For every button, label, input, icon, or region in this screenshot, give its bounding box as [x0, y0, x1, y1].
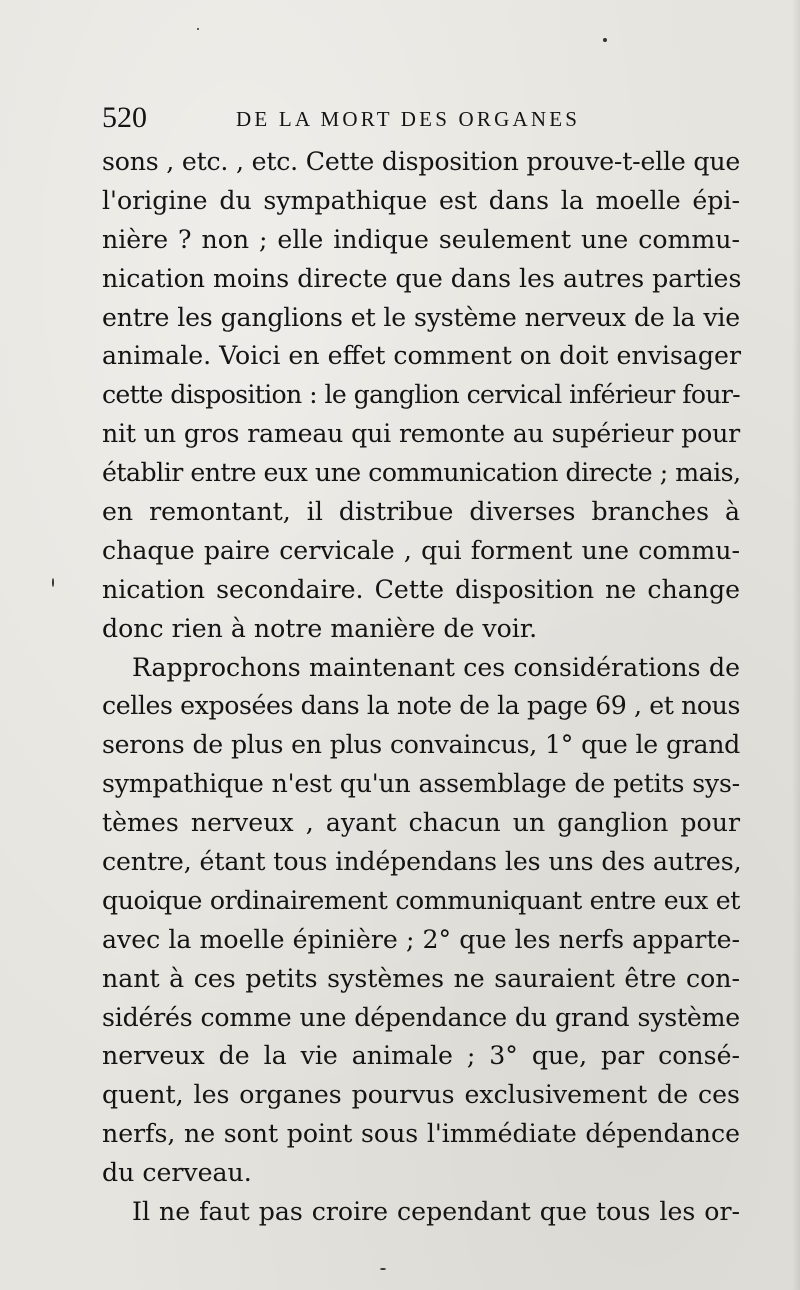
text-line: nant à ces petits systèmes ne sauraient être con- [102, 963, 740, 993]
text-line: Rapprochons maintenant ces considérations de [132, 652, 740, 682]
text-line: chaque paire cervicale , qui forment une commu- [102, 535, 740, 565]
ink-speck [603, 38, 607, 42]
text-line: quent, les organes pourvus exclusivement de ces [102, 1080, 740, 1110]
running-head: DE LA MORT DES ORGANES [236, 107, 581, 131]
text-line: nerveux de la vie animale ; 3° que, par consé- [102, 1041, 740, 1071]
paragraph-1 [102, 143, 740, 649]
text-line: nerfs, ne sont point sous l'immédiate dépendance [102, 1119, 740, 1149]
text-line: entre les ganglions et le système nerveux de la vie [102, 302, 740, 332]
text-line: Il ne faut pas croire cependant que tous les or- [132, 1197, 740, 1227]
ink-speck [52, 578, 54, 587]
text-line: nière ? non ; elle indique seulement une commu- [102, 224, 740, 254]
body-text [102, 143, 740, 1232]
ink-speck [380, 1268, 386, 1270]
text-line: animale. Voici en effet comment on doit envisager [102, 341, 741, 371]
text-line: nication moins directe que dans les autres parties [102, 263, 742, 293]
text-line: serons de plus en plus convaincus, 1° que le grand [102, 730, 740, 760]
text-line: en remontant, il distribue diverses branches à [102, 497, 740, 527]
page-number: 520 [102, 101, 147, 134]
text-line: celles exposées dans la note de la page 69 , et nous [102, 691, 740, 721]
text-line: cette disposition : le ganglion cervical inférieur four- [102, 380, 740, 410]
paragraph-2 [102, 649, 740, 1193]
text-line: avec la moelle épinière ; 2° que les nerfs apparte- [102, 924, 740, 954]
page-edge-shadow [792, 0, 800, 1290]
paragraph-3 [102, 1193, 740, 1232]
text-line: du cerveau. [102, 1158, 252, 1188]
text-line: sympathique n'est qu'un assemblage de petits sys- [102, 769, 740, 799]
page-header [102, 98, 642, 138]
text-line: établir entre eux une communication directe ; mais, [102, 458, 741, 488]
text-line: l'origine du sympathique est dans la moelle épi- [102, 185, 740, 215]
text-line: donc rien à notre manière de voir. [102, 613, 538, 643]
text-line: sidérés comme une dépendance du grand système [102, 1002, 740, 1032]
ink-speck [197, 28, 199, 30]
text-line: centre, étant tous indépendans les uns des autres, [102, 847, 742, 877]
text-line: sons , etc. , etc. Cette disposition prouve-t-elle que [102, 147, 741, 176]
text-line: tèmes nerveux , ayant chacun un ganglion pour [102, 808, 740, 838]
text-line: nication secondaire. Cette disposition ne change [102, 574, 740, 604]
text-line: nit un gros rameau qui remonte au supérieur pour [102, 419, 740, 449]
text-line: quoique ordinairement communiquant entre eux et [102, 885, 740, 915]
